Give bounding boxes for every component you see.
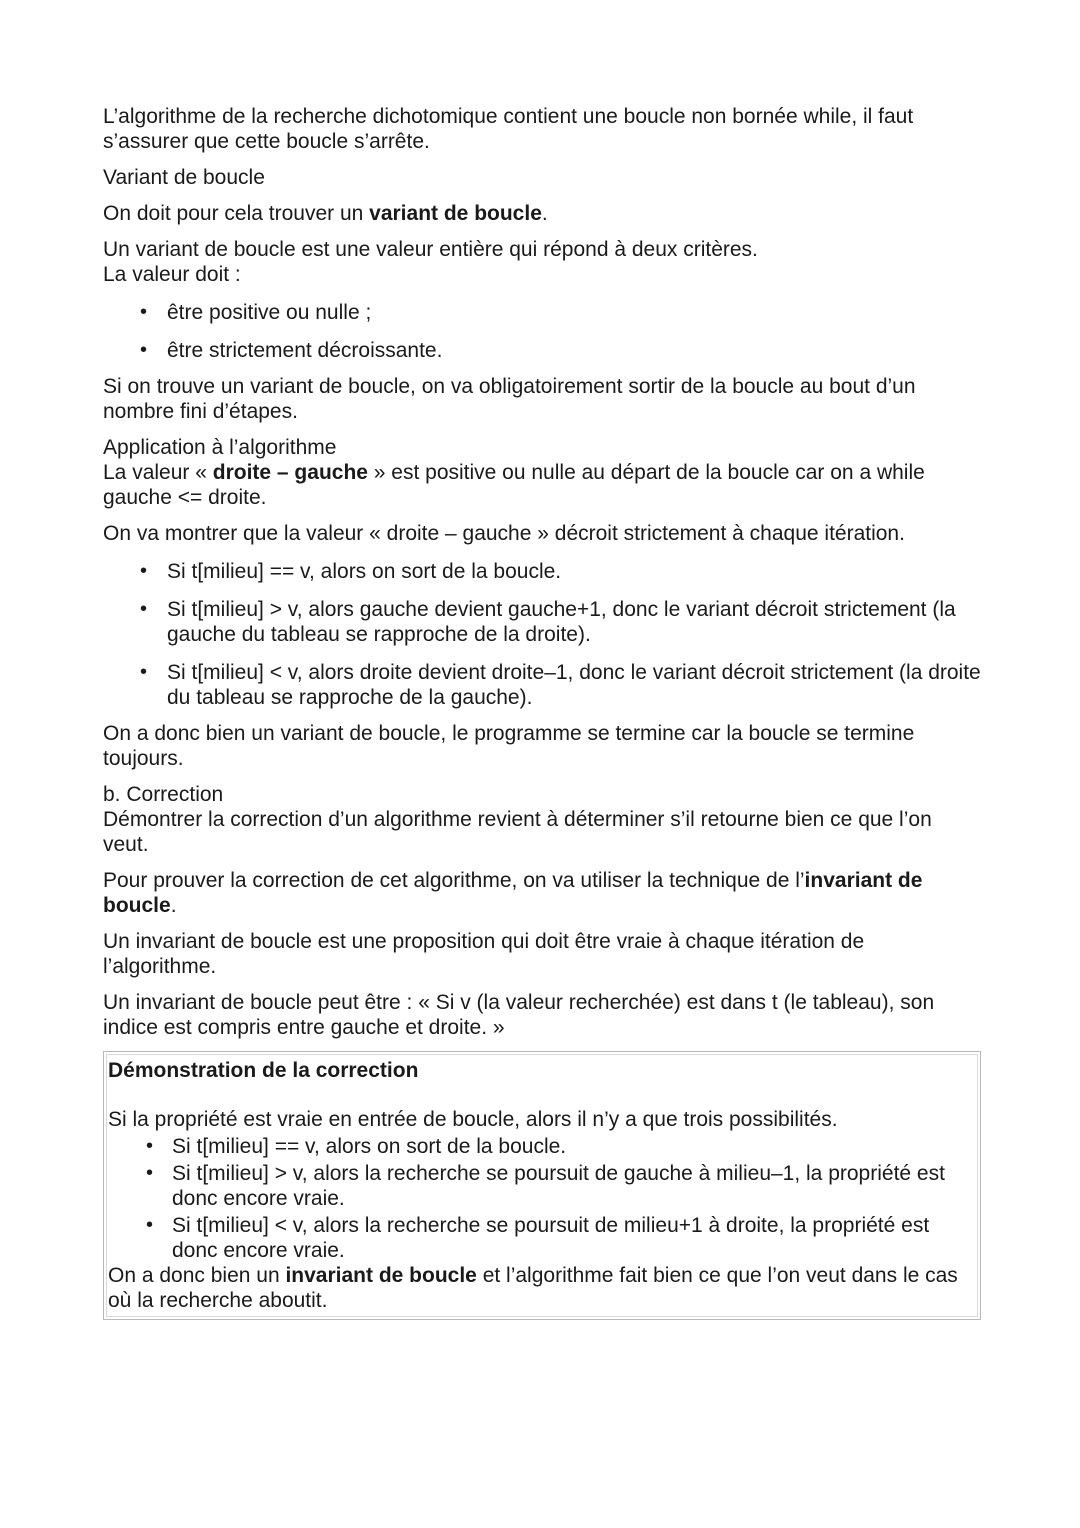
box-spacer: [108, 1083, 976, 1107]
bold-term-variant: variant de boucle: [369, 202, 542, 225]
text-span: Pour prouver la correction de cet algorithme, on va utiliser la technique de l’: [103, 869, 805, 892]
variant-paragraph-3: Si on trouve un variant de boucle, on va obligatoirement sortir de la boucle au bout d’un nombre fini d’étapes.: [103, 375, 916, 423]
text-span: On a donc bien un: [108, 1264, 286, 1287]
intro-paragraph: L’algorithme de la recherche dichotomique contient une boucle non bornée while, il faut s’assurer que cette boucle s’arrête.: [103, 105, 914, 153]
application-paragraph-2: On va montrer que la valeur « droite – gauche » décroit strictement à chaque itération.: [103, 522, 905, 545]
box-conclusion: [108, 1263, 976, 1313]
bold-term-invariant: invariant de boucle: [285, 1264, 477, 1287]
text-span: » est positive ou nulle au départ de la boucle car on a while gauche <= droite.: [103, 461, 925, 509]
box-title-text: Démonstration de la correction: [108, 1059, 419, 1082]
correction-paragraph-1: Démontrer la correction d’un algorithme revient à déterminer s’il retourne bien ce que l’on veut.: [103, 808, 932, 856]
variant-heading: Variant de boucle: [103, 166, 265, 189]
box-paragraph-1: Si la propriété est vraie en entrée de boucle, alors il n’y a que trois possibilités.: [108, 1108, 838, 1131]
application-paragraph-3: On a donc bien un variant de boucle, le programme se termine car la boucle se termine toujours.: [103, 722, 915, 770]
correction-heading: b. Correction: [103, 783, 224, 806]
list-item: • Si t[milieu] < v, alors droite devient droite–1, donc le variant décroit strictement (la droite du tableau se rapproche de la gauche).: [103, 660, 983, 710]
list-item: • être positive ou nulle ;: [103, 300, 983, 325]
application-paragraph-1: [103, 460, 983, 510]
list-item: • Si t[milieu] > v, alors gauche devient gauche+1, donc le variant décroit strictement (la gauche du tableau se rapproche de la droite).: [103, 597, 983, 647]
text-span: On doit pour cela trouver un: [103, 202, 370, 225]
text-span: La valeur doit :: [103, 263, 241, 286]
application-heading: Application à l’algorithme: [103, 436, 337, 459]
list-item: • Si t[milieu] == v, alors on sort de la boucle.: [108, 1134, 976, 1159]
variant-criteria-list: [103, 300, 983, 363]
text-span: .: [541, 202, 548, 225]
list-item: • Si t[milieu] == v, alors on sort de la boucle.: [103, 559, 983, 584]
correction-paragraph-2: [103, 868, 983, 918]
correction-paragraph-3: Un invariant de boucle est une proposition qui doit être vraie à chaque itération de l’algorithme.: [103, 930, 865, 978]
bold-term-expression: droite – gauche: [212, 461, 368, 484]
text-span: La valeur «: [103, 461, 213, 484]
correction-paragraph-4: Un invariant de boucle peut être : « Si v (la valeur recherchée) est dans t (le tableau), son indice est compris entre gauche et droite. »: [103, 991, 935, 1039]
box-title: [108, 1058, 976, 1083]
list-item: • être strictement décroissante.: [103, 338, 983, 363]
variant-paragraph-1: [103, 201, 983, 226]
box-cases-list: [108, 1134, 976, 1263]
text-span: et l’algorithme fait bien ce que l’on veut dans le cas où la recherche aboutit.: [108, 1264, 958, 1312]
demonstration-box: [103, 1051, 981, 1320]
variant-paragraph-2: [103, 237, 983, 287]
document-body: [103, 104, 983, 1320]
text-span: Un variant de boucle est une valeur entière qui répond à deux critères.: [103, 238, 758, 261]
bold-term-invariant: invariant de boucle: [103, 869, 923, 917]
text-span: .: [170, 894, 177, 917]
list-item: • Si t[milieu] < v, alors la recherche se poursuit de milieu+1 à droite, la propriété est donc encore vraie.: [108, 1213, 976, 1263]
application-cases-list: [103, 559, 983, 710]
list-item: • Si t[milieu] > v, alors la recherche se poursuit de gauche à milieu–1, la propriété est donc encore vraie.: [108, 1161, 976, 1211]
